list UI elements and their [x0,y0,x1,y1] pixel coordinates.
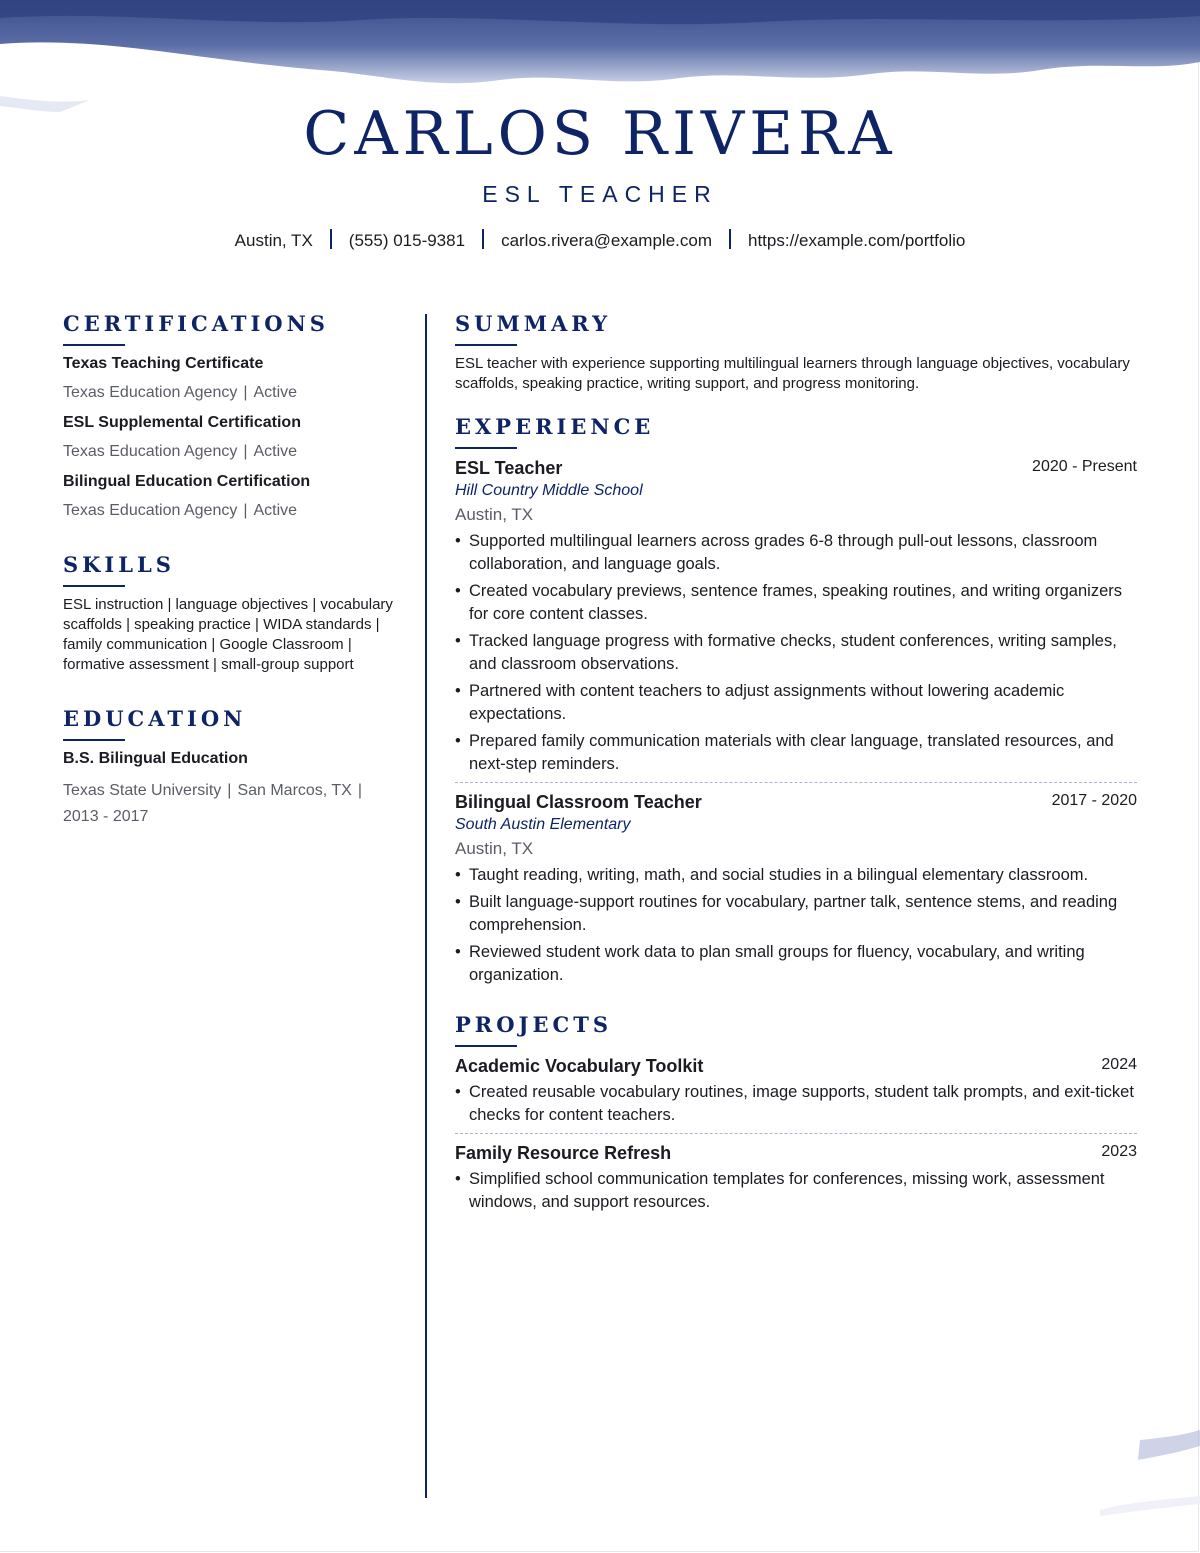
certification-issuer: Texas Education Agency [63,443,238,460]
bullet-item: • Built language-support routines for vocabulary, partner talk, sentence stems, and reading comprehension. [455,891,1137,937]
project-entry [455,1055,1137,1127]
bullet-item: • Prepared family communication materials with clear language, translated resources, and next-step reminders. [455,730,1137,776]
project-header [455,1142,1137,1164]
project-title: Family Resource Refresh [455,1143,672,1163]
certification-status: Active [253,384,298,401]
left-column [63,310,403,830]
certification-name: Texas Teaching Certificate [63,355,264,372]
watercolor-corner-accent [1100,1400,1200,1540]
entry-divider [455,1133,1137,1134]
job-dates: 2020 - Present [1032,458,1137,475]
right-column [455,310,1137,1218]
bullet-item: • Created reusable vocabulary routines, image supports, student talk prompts, and exit-ticket checks for content teachers. [455,1081,1137,1127]
job-bullets [455,864,1137,987]
bullet-item: • Created vocabulary previews, sentence frames, speaking routines, and writing organizers for core content classes. [455,580,1137,626]
section-rule [63,739,125,741]
bullet-item: • Supported multilingual learners across grades 6-8 through pull-out lessons, classroom collaboration, and language goals. [455,530,1137,576]
section-rule [455,344,517,346]
education-dates: 2013 - 2017 [63,808,149,825]
summary-section [455,310,1137,394]
job-location: Austin, TX [455,839,534,858]
education-meta: Texas State University | San Marcos, TX | 2013 - 2017 [63,782,363,825]
certifications-section [63,310,403,521]
project-year: 2024 [1101,1056,1137,1073]
contact-phone[interactable]: (555) 015-9381 [348,231,466,250]
contact-email[interactable]: carlos.rivera@example.com [501,231,712,250]
certification-status: Active [253,443,298,460]
section-title-skills: SKILLS [63,552,175,577]
contact-location: Austin, TX [234,231,313,250]
contact-portfolio-link[interactable]: https://example.com/portfolio [748,231,966,250]
certification-name: Bilingual Education Certification [63,473,311,490]
job-organization: Hill Country Middle School [455,482,643,499]
certification-issuer: Texas Education Agency [63,384,238,401]
certification-issuer: Texas Education Agency [63,502,238,519]
job-header [455,791,1137,813]
project-bullets [455,1081,1137,1127]
project-bullets [455,1168,1137,1214]
section-title-projects: PROJECTS [455,1012,612,1037]
education-section [63,705,403,830]
certification-meta: Texas Education Agency | Active [63,443,298,460]
job-role: Bilingual Classroom Teacher [455,792,702,812]
entry-divider [455,782,1137,783]
job-bullets [455,530,1137,776]
job-entry [455,457,1137,776]
projects-section [455,1011,1137,1214]
skills-list: ESL instruction | language objectives | vocabulary scaffolds | speaking practice | WIDA standards | family communication | Google Classroom | formative assessment | small-group support [63,596,393,673]
section-rule [455,447,517,449]
certification-status: Active [253,502,298,519]
bullet-item: • Partnered with content teachers to adjust assignments without lowering academic expectations. [455,680,1137,726]
education-location: San Marcos, TX [237,782,352,799]
job-role: ESL Teacher [455,458,563,478]
section-rule [63,344,125,346]
candidate-name: CARLOS RIVERA [303,99,897,169]
section-rule [455,1045,517,1047]
bullet-item: • Taught reading, writing, math, and social studies in a bilingual elementary classroom. [455,864,1137,887]
skills-section [63,551,403,675]
job-title: ESL TEACHER [482,181,718,207]
certification-meta: Texas Education Agency | Active [63,384,298,401]
section-title-summary: SUMMARY [455,311,612,336]
bullet-item: • Reviewed student work data to plan small groups for fluency, vocabulary, and writing organization. [455,941,1137,987]
education-degree: B.S. Bilingual Education [63,750,248,767]
job-entry [455,791,1137,987]
section-title-education: EDUCATION [63,706,247,731]
experience-section [455,413,1137,987]
certification-name: ESL Supplemental Certification [63,414,301,431]
project-year: 2023 [1101,1143,1137,1160]
section-title-certifications: CERTIFICATIONS [63,311,329,336]
column-divider [425,314,427,1498]
summary-text: ESL teacher with experience supporting multilingual learners through language objectives, vocabulary scaffolds, speaking practice, writing support, and progress monitoring. [455,355,1130,392]
job-location: Austin, TX [455,505,534,524]
project-title: Academic Vocabulary Toolkit [455,1056,704,1076]
certification-meta: Texas Education Agency | Active [63,502,298,519]
project-header [455,1055,1137,1077]
job-header [455,457,1137,479]
job-dates: 2017 - 2020 [1051,792,1137,809]
project-entry [455,1142,1137,1214]
job-organization: South Austin Elementary [455,816,631,833]
section-rule [63,585,125,587]
bullet-item: • Simplified school communication templates for conferences, missing work, assessment windows, and support resources. [455,1168,1137,1214]
contact-line [0,229,1200,252]
education-school: Texas State University [63,782,222,799]
bullet-item: • Tracked language progress with formative checks, student conferences, writing samples, and classroom observations. [455,630,1137,676]
section-title-experience: EXPERIENCE [455,414,655,439]
